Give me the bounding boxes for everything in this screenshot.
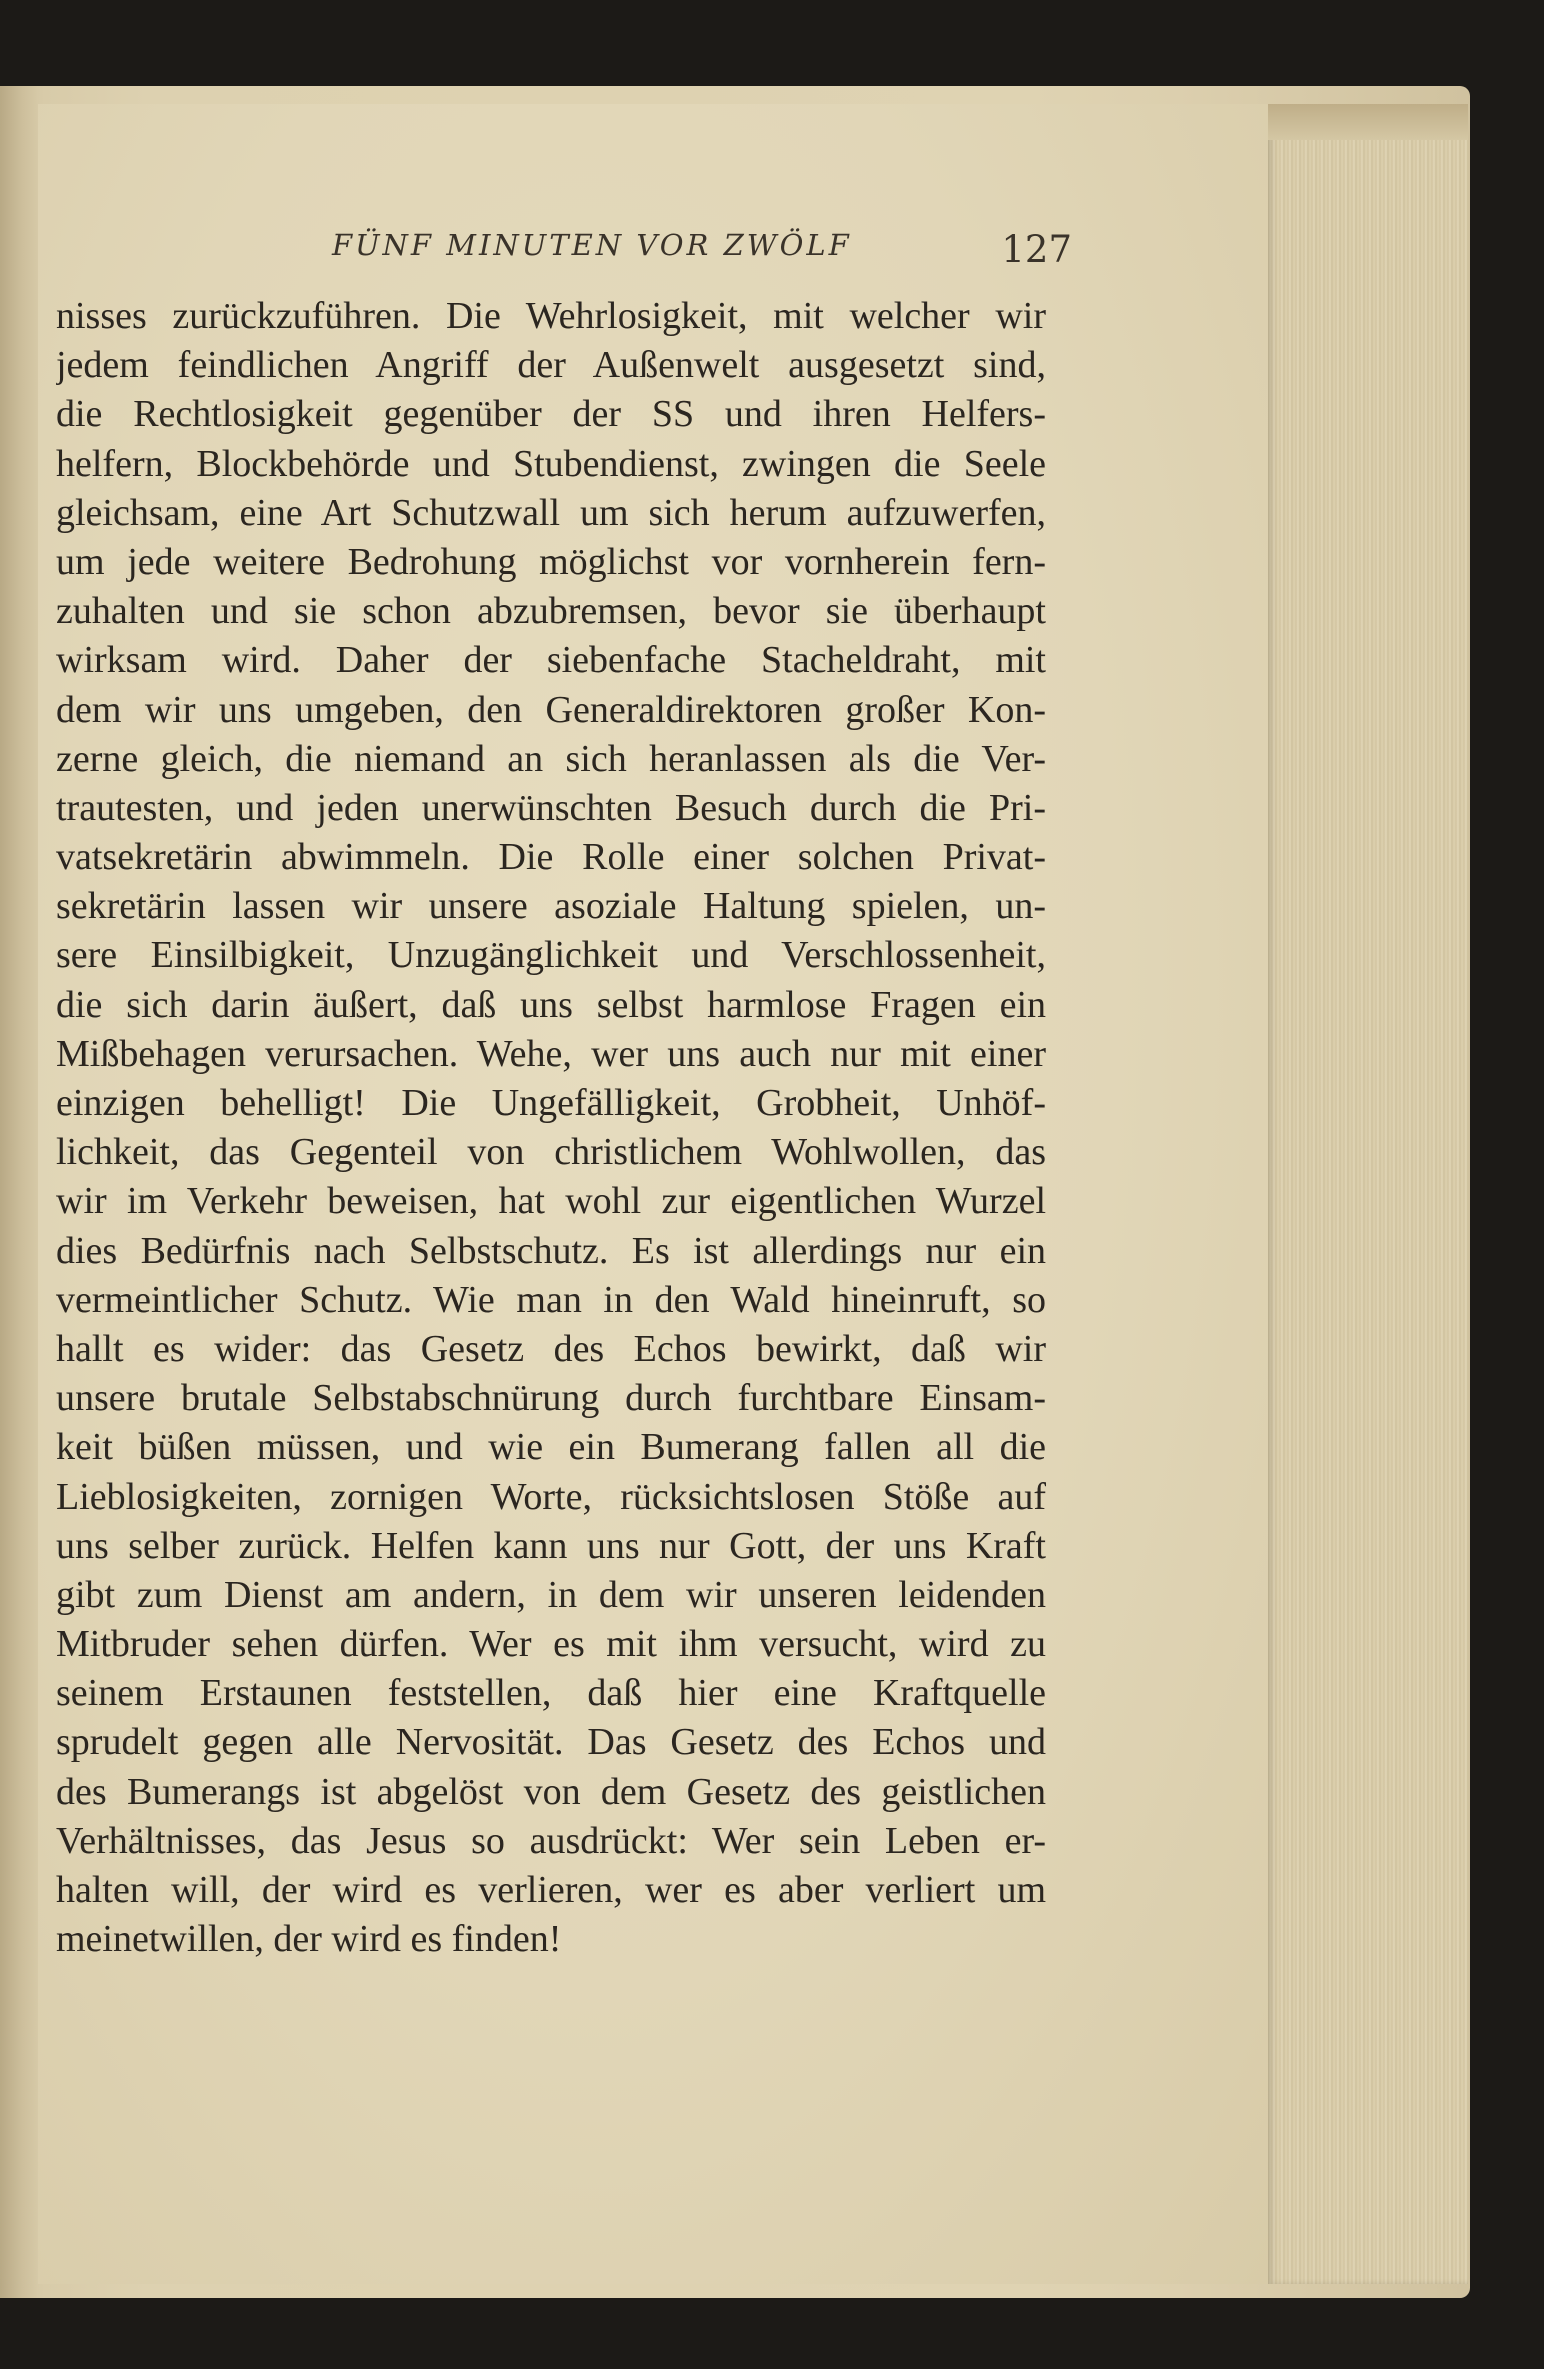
book-spine-edge bbox=[0, 86, 38, 2298]
text-line: Mißbehagen verursachen. Wehe, wer uns auch nur mit einer bbox=[56, 1032, 1046, 1075]
text-line: sekretärin lassen wir unsere asoziale Haltung spielen, un- bbox=[56, 885, 1046, 928]
text-line: gibt zum Dienst am andern, in dem wir unseren leidenden bbox=[56, 1573, 1046, 1616]
text-line: halten will, der wird es verlieren, wer es aber verliert um bbox=[56, 1869, 1046, 1911]
text-line: sprudelt gegen alle Nervosität. Das Gesetz des Echos und bbox=[56, 1721, 1046, 1764]
text-line: wir im Verkehr beweisen, hat wohl zur eigentlichen Wurzel bbox=[56, 1180, 1046, 1223]
text-line: hallt es wider: das Gesetz des Echos bewirkt, daß wir bbox=[56, 1327, 1046, 1370]
text-line: nisses zurückzuführen. Die Wehrlosigkeit, mit welcher wir bbox=[56, 295, 1046, 337]
text-line: lichkeit, das Gegenteil von christlichem Wohlwollen, das bbox=[56, 1131, 1046, 1174]
text-line: einzigen behelligt! Die Ungefälligkeit, Grobheit, Unhöf- bbox=[56, 1082, 1046, 1124]
text-line: seinem Erstaunen feststellen, daß hier eine Kraftquelle bbox=[56, 1672, 1046, 1715]
text-line: uns selber zurück. Helfen kann uns nur Gott, der uns Kraft bbox=[56, 1524, 1046, 1567]
text-line: dies Bedürfnis nach Selbstschutz. Es ist allerdings nur ein bbox=[56, 1229, 1046, 1272]
text-line: um jede weitere Bedrohung möglichst vor vornherein fern- bbox=[56, 540, 1046, 583]
text-line: unsere brutale Selbstabschnürung durch furchtbare Einsam- bbox=[56, 1377, 1046, 1420]
page-number: 127 bbox=[1001, 228, 1072, 271]
text-line: Verhältnisses, das Jesus so ausdrückt: Wer sein Leben er- bbox=[56, 1819, 1046, 1862]
text-line: die sich darin äußert, daß uns selbst harmlose Fragen ein bbox=[56, 983, 1046, 1026]
text-line: wirksam wird. Daher der siebenfache Stacheldraht, mit bbox=[56, 639, 1046, 682]
text-line: sere Einsilbigkeit, Unzugänglichkeit und Verschlossenheit, bbox=[56, 934, 1046, 977]
page-header bbox=[332, 228, 1072, 280]
text-line: meinetwillen, der wird es finden! bbox=[56, 1918, 562, 1961]
text-line: die Rechtlosigkeit gegenüber der SS und ihren Helfers- bbox=[56, 393, 1046, 436]
text-line: helfern, Blockbehörde und Stubendienst, zwingen die Seele bbox=[56, 442, 1046, 485]
text-line: gleichsam, eine Art Schutzwall um sich herum aufzuwerfen, bbox=[56, 491, 1046, 534]
text-line: des Bumerangs ist abgelöst von dem Gesetz des geistlichen bbox=[56, 1770, 1046, 1813]
text-line: Lieblosigkeiten, zornigen Worte, rücksichtslosen Stöße auf bbox=[56, 1475, 1046, 1518]
text-line: jedem feindlichen Angriff der Außenwelt ausgesetzt sind, bbox=[56, 344, 1046, 387]
text-line: Mitbruder sehen dürfen. Wer es mit ihm versucht, wird zu bbox=[56, 1623, 1046, 1666]
text-line: zerne gleich, die niemand an sich heranlassen als die Ver- bbox=[56, 737, 1046, 780]
page-stack-edges bbox=[1268, 104, 1468, 2284]
text-line: zuhalten und sie schon abzubremsen, bevor sie überhaupt bbox=[56, 590, 1046, 633]
page-stack-top bbox=[1268, 104, 1468, 140]
text-line: keit büßen müssen, und wie ein Bumerang fallen all die bbox=[56, 1426, 1046, 1469]
body-text bbox=[56, 292, 1046, 1964]
text-line: dem wir uns umgeben, den Generaldirektoren großer Kon- bbox=[56, 688, 1046, 731]
text-line: trautesten, und jeden unerwünschten Besuch durch die Pri- bbox=[56, 786, 1046, 829]
text-line: vermeintlicher Schutz. Wie man in den Wald hineinruft, so bbox=[56, 1278, 1046, 1321]
text-line: vatsekretärin abwimmeln. Die Rolle einer solchen Privat- bbox=[56, 836, 1046, 879]
running-title: FÜNF MINUTEN VOR ZWÖLF bbox=[332, 228, 852, 262]
